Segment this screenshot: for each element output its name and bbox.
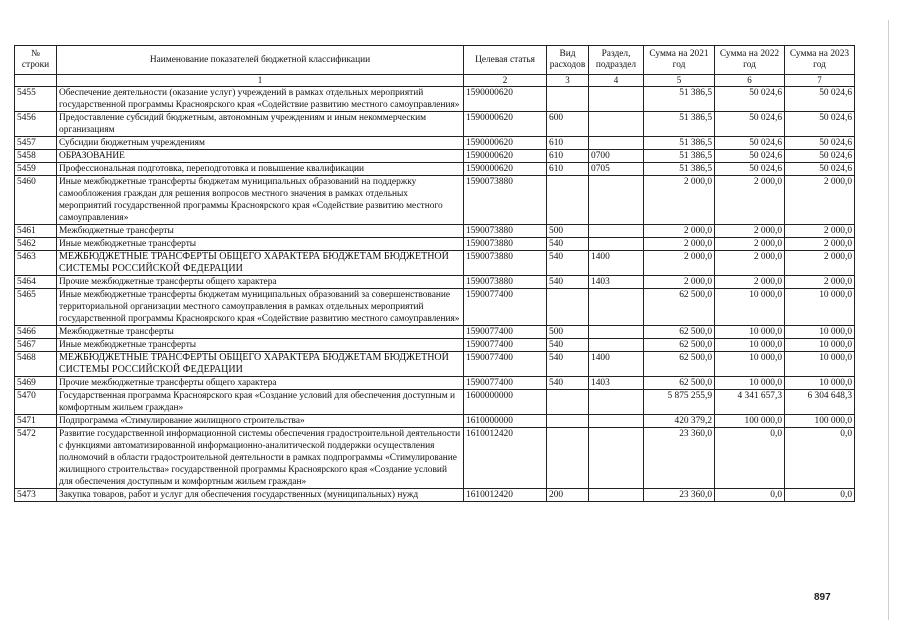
sum-2021-cell: 51 386,5 bbox=[644, 163, 715, 176]
expense-type-cell: 540 bbox=[547, 276, 589, 289]
column-number: 2 bbox=[464, 75, 547, 87]
target-article-cell: 1600000000 bbox=[464, 390, 547, 415]
row-number-cell: 5465 bbox=[15, 289, 57, 326]
row-number-cell: 5464 bbox=[15, 276, 57, 289]
sum-2022-cell: 0,0 bbox=[715, 428, 785, 489]
sum-2022-cell: 10 000,0 bbox=[715, 352, 785, 377]
sum-2021-cell: 62 500,0 bbox=[644, 352, 715, 377]
table-row bbox=[15, 225, 855, 238]
target-article-cell: 1590073880 bbox=[464, 251, 547, 276]
sum-2021-cell: 51 386,5 bbox=[644, 150, 715, 163]
section-cell bbox=[589, 489, 644, 502]
table-row bbox=[15, 390, 855, 415]
target-article-cell: 1590073880 bbox=[464, 176, 547, 225]
row-number-cell: 5471 bbox=[15, 415, 57, 428]
target-article-cell: 1590073880 bbox=[464, 225, 547, 238]
column-number: 6 bbox=[715, 75, 785, 87]
expense-type-cell: 540 bbox=[547, 352, 589, 377]
target-article-cell: 1610000000 bbox=[464, 415, 547, 428]
expense-type-cell: 600 bbox=[547, 112, 589, 137]
target-article-cell: 1610012420 bbox=[464, 428, 547, 489]
sum-2022-cell: 10 000,0 bbox=[715, 339, 785, 352]
expense-type-cell: 610 bbox=[547, 150, 589, 163]
table-row bbox=[15, 150, 855, 163]
sum-2023-cell: 0,0 bbox=[785, 489, 855, 502]
target-article-cell: 1590000620 bbox=[464, 112, 547, 137]
row-number-cell: 5467 bbox=[15, 339, 57, 352]
sum-2023-cell: 6 304 648,3 bbox=[785, 390, 855, 415]
sum-2021-cell: 62 500,0 bbox=[644, 326, 715, 339]
expense-type-cell bbox=[547, 176, 589, 225]
sum-2023-cell: 10 000,0 bbox=[785, 326, 855, 339]
column-header: Сумма на 2023 год bbox=[785, 46, 855, 75]
section-cell bbox=[589, 415, 644, 428]
column-header: Сумма на 2022 год bbox=[715, 46, 785, 75]
sum-2023-cell: 50 024,6 bbox=[785, 137, 855, 150]
target-article-cell: 1590000620 bbox=[464, 87, 547, 112]
scan-edge-line bbox=[888, 20, 889, 620]
sum-2021-cell: 23 360,0 bbox=[644, 489, 715, 502]
indicator-name-cell: Подпрограмма «Стимулирование жилищного строительства» bbox=[57, 415, 464, 428]
expense-type-cell: 540 bbox=[547, 251, 589, 276]
indicator-name-cell: Субсидии бюджетным учреждениям bbox=[57, 137, 464, 150]
sum-2021-cell: 51 386,5 bbox=[644, 137, 715, 150]
sum-2021-cell: 2 000,0 bbox=[644, 276, 715, 289]
target-article-cell: 1590077400 bbox=[464, 339, 547, 352]
column-header: Наименование показателей бюджетной классификации bbox=[57, 46, 464, 75]
column-number: 5 bbox=[644, 75, 715, 87]
indicator-name-cell: Профессиональная подготовка, переподготовка и повышение квалификации bbox=[57, 163, 464, 176]
sum-2021-cell: 62 500,0 bbox=[644, 339, 715, 352]
sum-2023-cell: 0,0 bbox=[785, 428, 855, 489]
section-cell bbox=[589, 238, 644, 251]
sum-2021-cell: 51 386,5 bbox=[644, 87, 715, 112]
section-cell bbox=[589, 390, 644, 415]
column-number: 1 bbox=[57, 75, 464, 87]
indicator-name-cell: Иные межбюджетные трансферты bbox=[57, 238, 464, 251]
sum-2023-cell: 2 000,0 bbox=[785, 251, 855, 276]
budget-table bbox=[14, 45, 855, 502]
row-number-cell: 5466 bbox=[15, 326, 57, 339]
table-row bbox=[15, 137, 855, 150]
sum-2022-cell: 0,0 bbox=[715, 489, 785, 502]
column-header: Целевая статья bbox=[464, 46, 547, 75]
indicator-name-cell: Иные межбюджетные трансферты бюджетам муниципальных образований за совершенствование территориальной организации местного самоуправления в рамках отдельных мероприятий государственной программы Красноярского края «Содействие развитию местного самоуправления» bbox=[57, 289, 464, 326]
table-row bbox=[15, 377, 855, 390]
expense-type-cell: 540 bbox=[547, 377, 589, 390]
target-article-cell: 1590077400 bbox=[464, 289, 547, 326]
target-article-cell: 1590077400 bbox=[464, 352, 547, 377]
sum-2023-cell: 10 000,0 bbox=[785, 339, 855, 352]
sum-2023-cell: 50 024,6 bbox=[785, 163, 855, 176]
section-cell: 1403 bbox=[589, 377, 644, 390]
row-number-cell: 5462 bbox=[15, 238, 57, 251]
target-article-cell: 1590000620 bbox=[464, 163, 547, 176]
indicator-name-cell: Развитие государственной информационной системы обеспечения градостроительной деятельности с функциями автоматизированной информационно-аналитической поддержки осуществления полномочий в области градостроительной деятельности в рамках подпрограммы «Стимулирование жилищного строительства» государственной программы Красноярского края «Создание условий для обеспечения доступным и комфортным жильем граждан» bbox=[57, 428, 464, 489]
row-number-cell: 5470 bbox=[15, 390, 57, 415]
indicator-name-cell: Обеспечение деятельности (оказание услуг) учреждений в рамках отдельных мероприятий государственной программы Красноярского края «Содействие развитию местного самоуправления» bbox=[57, 87, 464, 112]
target-article-cell: 1590073880 bbox=[464, 276, 547, 289]
target-article-cell: 1590000620 bbox=[464, 150, 547, 163]
table-header bbox=[15, 46, 855, 87]
row-number-cell: 5457 bbox=[15, 137, 57, 150]
row-number-cell: 5472 bbox=[15, 428, 57, 489]
target-article-cell: 1590077400 bbox=[464, 326, 547, 339]
section-cell bbox=[589, 137, 644, 150]
sum-2021-cell: 2 000,0 bbox=[644, 176, 715, 225]
table-row bbox=[15, 489, 855, 502]
row-number-cell: 5458 bbox=[15, 150, 57, 163]
row-number-cell: 5459 bbox=[15, 163, 57, 176]
sum-2022-cell: 2 000,0 bbox=[715, 251, 785, 276]
table-row bbox=[15, 87, 855, 112]
row-number-cell: 5460 bbox=[15, 176, 57, 225]
expense-type-cell bbox=[547, 390, 589, 415]
section-cell bbox=[589, 87, 644, 112]
sum-2023-cell: 2 000,0 bbox=[785, 238, 855, 251]
column-header: Раздел, подраздел bbox=[589, 46, 644, 75]
table-row bbox=[15, 326, 855, 339]
indicator-name-cell: ОБРАЗОВАНИЕ bbox=[57, 150, 464, 163]
sum-2022-cell: 50 024,6 bbox=[715, 137, 785, 150]
sum-2021-cell: 51 386,5 bbox=[644, 112, 715, 137]
indicator-name-cell: МЕЖБЮДЖЕТНЫЕ ТРАНСФЕРТЫ ОБЩЕГО ХАРАКТЕРА БЮДЖЕТАМ БЮДЖЕТНОЙ СИСТЕМЫ РОССИЙСКОЙ ФЕДЕРАЦИИ bbox=[57, 251, 464, 276]
section-cell: 1400 bbox=[589, 251, 644, 276]
expense-type-cell: 610 bbox=[547, 163, 589, 176]
sum-2023-cell: 50 024,6 bbox=[785, 150, 855, 163]
expense-type-cell: 200 bbox=[547, 489, 589, 502]
sum-2021-cell: 2 000,0 bbox=[644, 251, 715, 276]
sum-2023-cell: 2 000,0 bbox=[785, 276, 855, 289]
indicator-name-cell: Межбюджетные трансферты bbox=[57, 225, 464, 238]
section-cell bbox=[589, 112, 644, 137]
column-header: Вид расходов bbox=[547, 46, 589, 75]
section-cell: 1403 bbox=[589, 276, 644, 289]
section-cell: 0705 bbox=[589, 163, 644, 176]
sum-2022-cell: 10 000,0 bbox=[715, 289, 785, 326]
indicator-name-cell: МЕЖБЮДЖЕТНЫЕ ТРАНСФЕРТЫ ОБЩЕГО ХАРАКТЕРА БЮДЖЕТАМ БЮДЖЕТНОЙ СИСТЕМЫ РОССИЙСКОЙ ФЕДЕРАЦИИ bbox=[57, 352, 464, 377]
section-cell: 1400 bbox=[589, 352, 644, 377]
sum-2022-cell: 50 024,6 bbox=[715, 112, 785, 137]
indicator-name-cell: Прочие межбюджетные трансферты общего характера bbox=[57, 377, 464, 390]
table-row bbox=[15, 415, 855, 428]
target-article-cell: 1610012420 bbox=[464, 489, 547, 502]
row-number-cell: 5473 bbox=[15, 489, 57, 502]
sum-2023-cell: 2 000,0 bbox=[785, 225, 855, 238]
indicator-name-cell: Закупка товаров, работ и услуг для обеспечения государственных (муниципальных) нужд bbox=[57, 489, 464, 502]
section-cell bbox=[589, 176, 644, 225]
table-row bbox=[15, 176, 855, 225]
table-row bbox=[15, 289, 855, 326]
table-body bbox=[15, 87, 855, 502]
sum-2022-cell: 50 024,6 bbox=[715, 150, 785, 163]
sum-2021-cell: 420 379,2 bbox=[644, 415, 715, 428]
table-row bbox=[15, 276, 855, 289]
sum-2021-cell: 23 360,0 bbox=[644, 428, 715, 489]
column-header: Сумма на 2021 год bbox=[644, 46, 715, 75]
budget-sheet bbox=[14, 45, 854, 502]
target-article-cell: 1590077400 bbox=[464, 377, 547, 390]
column-number: 7 bbox=[785, 75, 855, 87]
target-article-cell: 1590073880 bbox=[464, 238, 547, 251]
sum-2022-cell: 2 000,0 bbox=[715, 225, 785, 238]
indicator-name-cell: Государственная программа Красноярского края «Создание условий для обеспечения доступным и комфортным жильем граждан» bbox=[57, 390, 464, 415]
section-cell bbox=[589, 428, 644, 489]
sum-2023-cell: 100 000,0 bbox=[785, 415, 855, 428]
sum-2023-cell: 50 024,6 bbox=[785, 112, 855, 137]
indicator-name-cell: Предоставление субсидий бюджетным, автономным учреждениям и иным некоммерческим организациям bbox=[57, 112, 464, 137]
sum-2022-cell: 10 000,0 bbox=[715, 326, 785, 339]
sum-2023-cell: 10 000,0 bbox=[785, 289, 855, 326]
sum-2022-cell: 50 024,6 bbox=[715, 87, 785, 112]
expense-type-cell: 540 bbox=[547, 238, 589, 251]
column-number: 4 bbox=[589, 75, 644, 87]
indicator-name-cell: Межбюджетные трансферты bbox=[57, 326, 464, 339]
sum-2022-cell: 50 024,6 bbox=[715, 163, 785, 176]
table-row bbox=[15, 112, 855, 137]
section-cell: 0700 bbox=[589, 150, 644, 163]
sum-2022-cell: 100 000,0 bbox=[715, 415, 785, 428]
indicator-name-cell: Прочие межбюджетные трансферты общего характера bbox=[57, 276, 464, 289]
expense-type-cell: 540 bbox=[547, 339, 589, 352]
expense-type-cell: 500 bbox=[547, 326, 589, 339]
row-number-cell: 5456 bbox=[15, 112, 57, 137]
section-cell bbox=[589, 225, 644, 238]
sum-2023-cell: 2 000,0 bbox=[785, 176, 855, 225]
sum-2021-cell: 2 000,0 bbox=[644, 238, 715, 251]
column-number: 3 bbox=[547, 75, 589, 87]
header-row bbox=[15, 46, 855, 75]
page-number: 897 bbox=[814, 592, 831, 603]
sum-2023-cell: 10 000,0 bbox=[785, 377, 855, 390]
expense-type-cell: 610 bbox=[547, 137, 589, 150]
expense-type-cell bbox=[547, 428, 589, 489]
table-row bbox=[15, 339, 855, 352]
sum-2021-cell: 5 875 255,9 bbox=[644, 390, 715, 415]
sum-2023-cell: 50 024,6 bbox=[785, 87, 855, 112]
row-number-cell: 5461 bbox=[15, 225, 57, 238]
indicator-name-cell: Иные межбюджетные трансферты bbox=[57, 339, 464, 352]
sum-2022-cell: 4 341 657,3 bbox=[715, 390, 785, 415]
expense-type-cell bbox=[547, 415, 589, 428]
target-article-cell: 1590000620 bbox=[464, 137, 547, 150]
row-number-cell: 5468 bbox=[15, 352, 57, 377]
sum-2022-cell: 2 000,0 bbox=[715, 176, 785, 225]
column-number bbox=[15, 75, 57, 87]
sum-2022-cell: 10 000,0 bbox=[715, 377, 785, 390]
sum-2021-cell: 2 000,0 bbox=[644, 225, 715, 238]
sum-2022-cell: 2 000,0 bbox=[715, 276, 785, 289]
sum-2021-cell: 62 500,0 bbox=[644, 377, 715, 390]
expense-type-cell bbox=[547, 289, 589, 326]
column-number-row bbox=[15, 75, 855, 87]
table-row bbox=[15, 163, 855, 176]
table-row bbox=[15, 428, 855, 489]
indicator-name-cell: Иные межбюджетные трансферты бюджетам муниципальных образований на поддержку самообложения граждан для решения вопросов местного значения в рамках отдельных мероприятий государственной программы Красноярского края «Содействие развитию местного самоуправления» bbox=[57, 176, 464, 225]
table-row bbox=[15, 238, 855, 251]
section-cell bbox=[589, 289, 644, 326]
expense-type-cell: 500 bbox=[547, 225, 589, 238]
expense-type-cell bbox=[547, 87, 589, 112]
row-number-cell: 5463 bbox=[15, 251, 57, 276]
column-header: № строки bbox=[15, 46, 57, 75]
sum-2023-cell: 10 000,0 bbox=[785, 352, 855, 377]
row-number-cell: 5469 bbox=[15, 377, 57, 390]
table-row bbox=[15, 352, 855, 377]
section-cell bbox=[589, 326, 644, 339]
section-cell bbox=[589, 339, 644, 352]
table-row bbox=[15, 251, 855, 276]
sum-2021-cell: 62 500,0 bbox=[644, 289, 715, 326]
row-number-cell: 5455 bbox=[15, 87, 57, 112]
sum-2022-cell: 2 000,0 bbox=[715, 238, 785, 251]
